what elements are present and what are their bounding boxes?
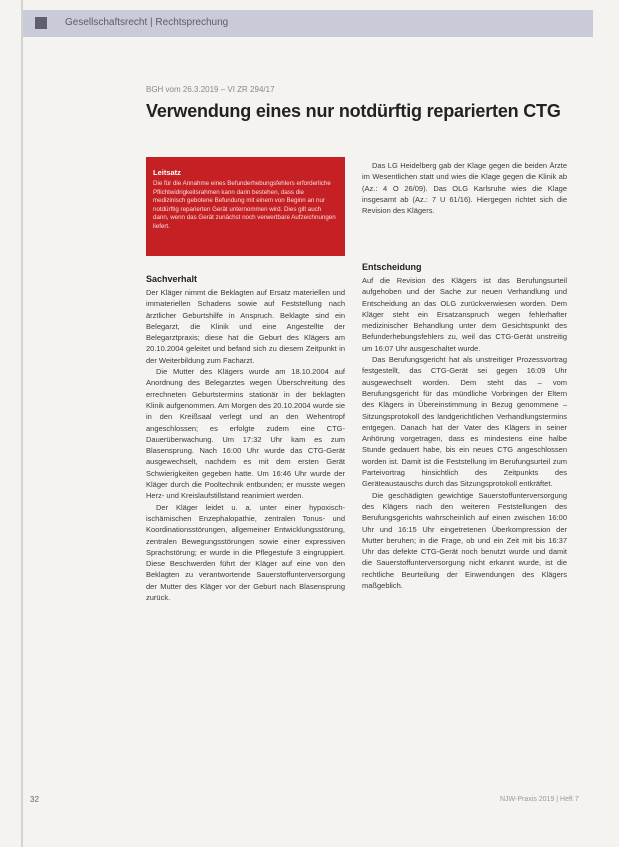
case-reference: BGH vom 26.3.2019 – VI ZR 294/17 — [146, 85, 275, 94]
section-marker-icon — [35, 17, 47, 29]
section-label: Gesellschaftsrecht | Rechtsprechung — [65, 17, 229, 28]
procedural-history — [362, 160, 567, 216]
entscheidung-paragraph: Die geschädigten gewichtige Sauerstoffunterversorgung des Klägers nach den weiteren Feststellungen des Berufungsgerichts wahrscheinlich auf einen zwischen 16:00 Uhr und 16:15 Uhr eingetretenen Überkompression der Mutter beruhen; in die Frage, ob und ein Zeit mit bis 16:37 Uhr das defekte CTG-Gerät noch benutzt wurde und damit die Sauerstoffunterversorgung nicht erkannt wurde, ist die rechtliche Beurteilung der Einwendungen des Klägers maßgeblich. — [362, 490, 567, 591]
footer-publication: NJW-Praxis 2019 | Heft 7 — [500, 796, 579, 803]
page-edge — [21, 0, 23, 847]
sachverhalt-body — [146, 287, 345, 603]
entscheidung-body — [362, 275, 567, 591]
entscheidung-paragraph: Auf die Revision des Klägers ist das Berufungsurteil aufgehoben und der Sache zur neuen Verhandlung und Entscheidung an das OLG zurückverwiesen worden. Dem Kläger steht ein Ersatzanspruch wegen fehlerhafter medizinischer Behandlung unter dem Gesichtspunkt des Befunderhebungsfehlers zu, weil das CTG-Gerät unstreitig um 16:07 Uhr ausgeschaltet wurde. — [362, 276, 567, 353]
article-title: Verwendung eines nur notdürftig reparierten CTG — [146, 101, 561, 121]
page-number: 32 — [30, 795, 39, 804]
entscheidung-heading: Entscheidung — [362, 262, 422, 272]
leitsatz-text: Die für die Annahme eines Befunderhebungsfehlers erforderliche Pflichtwidrigkeitsrahmen kann darin bestehen, dass die medizinisch gebotene Befundung mit einem von Beginn an nur notdürftig reparierten Gerät unternommen wird. Dies gilt auch dann, wenn das Gerät zunächst noch verwertbare Aufzeichnungen liefert. — [153, 180, 336, 230]
sachverhalt-paragraph: Die Mutter des Klägers wurde am 18.10.2004 auf Anordnung des Belegarztes wegen Überschreitung des errechneten Geburtstermins stationär in der beklagten Klinik aufgenommen. Am Morgen des 20.10.2004 wurde sie in den Kreißsaal verlegt und an den Wehentropf angeschlossen; es erfolgte zudem eine CTG-Dauerüberwachung. Um 17:32 Uhr kam es zum Blasensprung. Nach 16:00 Uhr wurde das CTG-Gerät ausgewechselt, nachdem es mit dem ersten Gerät Schwierigkeiten gegeben hatte. Um 16:46 Uhr wurde der Kläger durch die Pooltechnik entbunden; er musste wegen Herz- und Kreislaufstillstand reanimiert werden. — [146, 367, 345, 501]
sachverhalt-paragraph: Der Kläger nimmt die Beklagten auf Ersatz materiellen und immateriellen Schadens sowie auf Feststellung nach ärztlicher Geburtshilfe in Anspruch. Beklagte sind ein Belegarzt, die Klinik und eine Angestellte der Belegarztpraxis; diese hat die Geburt des Klägers am 20.10.2004 geleitet und befand sich zu diesem Zeitpunkt in der Weiterbildung zum Facharzt. — [146, 288, 345, 365]
entscheidung-paragraph: Das Berufungsgericht hat als unstreitiger Prozessvortrag festgestellt, das CTG-Gerät sei gegen 16:09 Uhr ausgewechselt worden. Dem steht das – vom Berufungsgericht für das mündliche Vorbringen der Eltern des Klägers in Übereinstimmung in Bezug genommene – Sitzungsprotokoll des landgerichtlichen Verhandlungstermins entgegen. Danach hat der Vater des Klägers in seiner Anhörung vorgetragen, dass es mindestens eine halbe Stunde gedauert habe, bis ein neues CTG angeschlossen worden ist. Damit ist die Feststellung im Berufungsurteil zum Parteivortrag hinsichtlich des Zeitpunkts des Geräteaustauschs durch das Sitzungsprotokoll entkräftet. — [362, 355, 567, 489]
procedural-history-text: Das LG Heidelberg gab der Klage gegen die beiden Ärzte im Wesentlichen statt und wies die Klage gegen die Klinik ab (Az.: 4 O 26/09). Das OLG Karlsruhe wies die Klage insgesamt ab (Az.: 7 U 61/16). Hiergegen richtet sich die Revision des Klägers. — [362, 161, 567, 216]
leitsatz-box — [146, 157, 345, 256]
leitsatz-heading: Leitsatz — [153, 168, 181, 177]
section-header — [23, 10, 593, 37]
sachverhalt-heading: Sachverhalt — [146, 274, 198, 284]
sachverhalt-paragraph: Der Kläger leidet u. a. unter einer hypoxisch-ischämischen Enzephalopathie, zentralen Tonus- und Koordinationsstörungen, allgemeiner Entwicklungsstörung, zentralen Bewegungsstörungen sowie einer expressiven Sprachstörung; er wurde in die Pflegestufe 3 eingruppiert. Diese Beschwerden führt der Kläger auf eine von den Beklagten zu verantwortende Sauerstoffunterversorgung der Mutter des Kläger vor der Geburt nach Blasensprung zurück. — [146, 502, 345, 603]
